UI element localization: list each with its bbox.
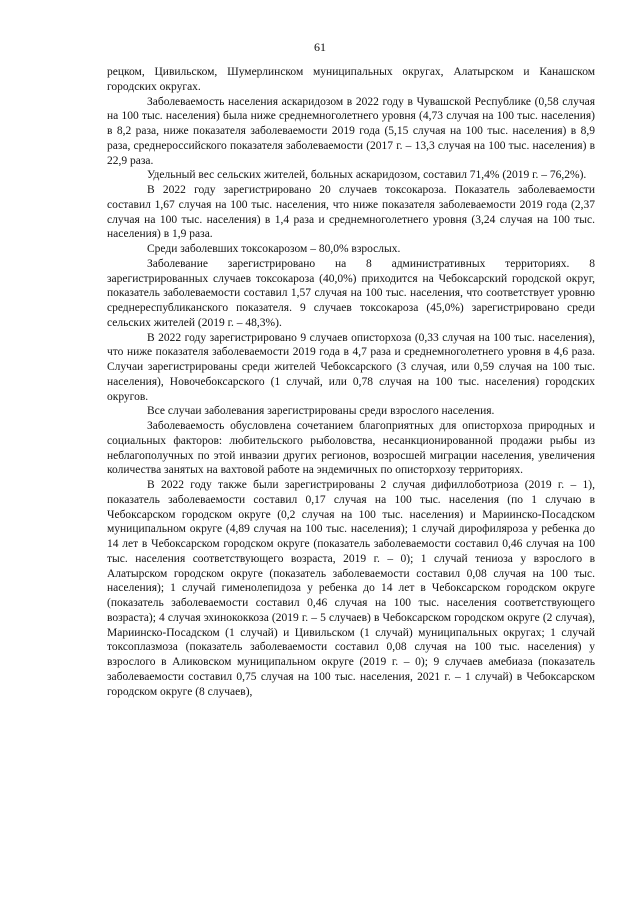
- paragraph-rural-share: Удельный вес сельских жителей, больных аскаридозом, составил 71,4% (2019 г. – 76,2%).: [147, 169, 587, 182]
- paragraph-toxocariasis: В 2022 году зарегистрировано 20 случаев токсокароза. Показатель заболеваемости составил 1,67 случая на 100 тыс. населения, что ниже показателя заболеваемости 2019 года (2,37 случая на 100 тыс. населения) в 1,4 раза и среднемноголетнего уровня (3,24 случая на 100 тыс. населения) в 1,9 раза.: [107, 184, 595, 241]
- paragraph-toxocariasis-territories: Заболевание зарегистрировано на 8 административных территориях. 8 зарегистрированных случаев токсокароза (40,0%) приходится на Чебоксарский городской округ, показатель заболеваемости составил 1,57 случая на 100 тыс. населения, что соответствует уровню среднереспубликанского показателя. 9 случаев токсокароза (45,0%) зарегистрировано среди сельских жителей (2019 г. – 48,3%).: [107, 257, 595, 329]
- paragraph-factors: Заболеваемость обусловлена сочетанием благоприятных для описторхоза природных и социальных факторов: любительского рыболовства, несанкционированной продажи рыбы из неблагополучных по этой инвазии других регионов, возросшей миграции населения, увеличения количества занятых на вахтовой работе на эндемичных по описторхозу территориях.: [107, 420, 595, 477]
- paragraph-continuation: рецком, Цивильском, Шумерлинском муниципальных округах, Алатырском и Канашском городских округах.: [107, 66, 595, 93]
- paragraph-opisthorchiasis: В 2022 году зарегистрировано 9 случаев описторхоза (0,33 случая на 100 тыс. населения), что ниже показателя заболеваемости 2019 года в 4,7 раза и среднемноголетнего уровня в 4,6 раза. Случаи зарегистрированы среди жителей Чебоксарского (3 случая, или 0,59 случая на 100 тыс. населения), Новочебоксарского (1 случай, или 0,78 случая на 100 тыс. населения) городских округов.: [107, 331, 595, 403]
- paragraph-ascariasis: Заболеваемость населения аскаридозом в 2022 году в Чувашской Республике (0,58 случая на 100 тыс. населения) была ниже среднемноголетнего уровня (4,73 случая на 100 тыс. населения) в 8,2 раза, ниже показателя заболеваемости 2019 года (5,15 случая на 100 тыс. населения) в 8,9 раза, среднероссийского показателя заболеваемости (2017 г. – 13,3 случая на 100 тыс. населения) в 22,9 раза.: [107, 95, 595, 167]
- document-body: [107, 65, 595, 699]
- paragraph-other-helminthiases: В 2022 году также были зарегистрированы 2 случая дифиллоботриоза (2019 г. – 1), показатель заболеваемости составил 0,17 случая на 100 тыс. населения (по 1 случаю в Чебоксарском городском округе (0,2 случая на 100 тыс. населения) и Мариинско-Посадском муниципальном округе (4,89 случая на 100 тыс. населения); 1 случай дирофиляроза у ребенка до 14 лет в Чебоксарском городском округе (показатель заболеваемости составил 0,46 случая на 100 тыс. населения соответствующего возраста, 2019 г. – 0); 1 случай тениоза у взрослого в Алатырском городском округе (показатель заболеваемости составил 0,08 случая на 100 тыс. населения); 1 случай гименолепидоза у ребенка до 14 лет в Чебоксарском городском округе (показатель заболеваемости составил 0,46 случая на 100 тыс. населения соответствующего возраста); 4 случая эхинококкоза (2019 г. – 5 случаев) в Чебоксарском городском округе (2 случая), Мариинско-Посадском (1 случай) и Цивильском (1 случай) муниципальных округах; 1 случай токсоплазмоза (показатель заболеваемости составил 0,08 случая на 100 тыс. населения) у взрослого в Аликовском муниципальном округе (2019 г. – 0); 9 случаев амебиаза (показатель заболеваемости составил 0,75 случая на 100 тыс. населения, 2021 г. – 1 случай) в Чебоксарском городском округе (8 случаев),: [107, 479, 595, 698]
- page-number: 61: [314, 40, 326, 54]
- paragraph-adult-cases: Все случаи заболевания зарегистрированы среди взрослого населения.: [147, 405, 495, 418]
- paragraph-toxocariasis-adults: Среди заболевших токсокарозом – 80,0% взрослых.: [147, 243, 401, 255]
